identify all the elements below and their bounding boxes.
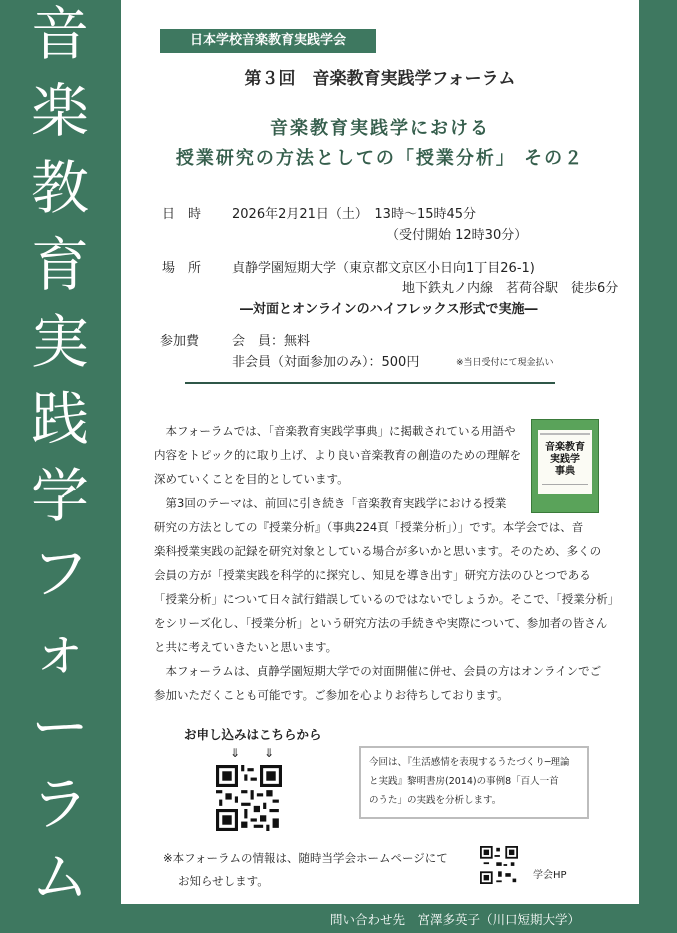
book-title-line3: 事典: [555, 466, 575, 477]
side-title-char: 実: [30, 308, 89, 376]
fee-note: ※当日受付にて現金払い: [456, 358, 554, 368]
reception-time: （受付開始 12時30分）: [386, 228, 528, 243]
side-title-char: 教: [30, 154, 89, 222]
side-title-char: ム: [30, 843, 89, 911]
fee-nonmember: 非会員（対面参加のみ）：500円: [232, 355, 420, 370]
organizer-badge: 日本学校音楽教育実践学会: [160, 29, 376, 53]
body-line: 本フォーラムでは、「音楽教育実践学事典」に掲載されている用語や: [154, 424, 516, 438]
body-line: をシリーズ化し、「授業分析」という研究方法の手続きや実際について、参加者の皆さん: [154, 616, 608, 630]
book-decor-line: [542, 484, 588, 485]
vertical-title: [0, 0, 120, 933]
theme-title-line1: 音楽教育実践学における: [270, 118, 490, 139]
body-line: 研究の方法としての『授業分析』（事典224頁「授業分析」）」です。本学会では、音: [154, 520, 584, 534]
side-title-char: フ: [30, 539, 89, 607]
date-label: 日 時: [162, 207, 202, 222]
side-title-char: 践: [30, 385, 89, 453]
body-line: 「授業分析」について日々試行錯誤しているのではないでしょうか。そこで、「授業分析」: [154, 592, 620, 606]
divider: [185, 382, 555, 384]
body-line: 参加いただくことも可能です。ご参加を心よりお待ちしております。: [154, 688, 509, 702]
info-line2: お知らせします。: [178, 874, 269, 888]
book-title-line1: 音楽教育: [545, 442, 585, 453]
body-line: 楽科授業実践の記録を研究対象としている場合が多いかと思います。そのため、多くの: [154, 544, 602, 558]
website-qr-code[interactable]: [480, 846, 518, 884]
book-subtitle-bar: [540, 433, 590, 435]
contact-info: 問い合わせ先 宮澤多英子（川口短期大学）: [330, 912, 581, 927]
note-line: 今回は、『生活感情を表現するうたづくり─理論: [369, 757, 570, 768]
place-value: 貞静学園短期大学（東京都文京区小日向1丁目26-1): [232, 261, 535, 276]
website-label: 学会HP: [533, 870, 567, 881]
body-line: 本フォーラムは、貞静学園短期大学での対面開催に併せ、会員の方はオンラインでご: [154, 664, 602, 678]
info-line1: ※本フォーラムの情報は、随時当学会ホームページにて: [163, 851, 448, 865]
side-title-char: ォ: [30, 616, 89, 684]
forum-title: 第３回 音楽教育実践学フォーラム: [244, 69, 516, 89]
side-title-char: 育: [30, 231, 89, 299]
book-cover-image: [531, 419, 599, 513]
side-title-char: 学: [30, 462, 89, 530]
date-value: 2026年2月21日（土） 13時～15時45分: [232, 207, 477, 222]
application-qr-code[interactable]: [216, 765, 282, 831]
side-title-char: ラ: [30, 770, 89, 838]
side-title-char: ー: [30, 693, 89, 761]
side-title-char: 音: [30, 0, 89, 68]
place-label: 場 所: [162, 261, 202, 276]
case-note-box: [359, 746, 589, 819]
theme-title-line2: 授業研究の方法としての「授業分析」 その２: [175, 148, 585, 169]
hybrid-format: ―対面とオンラインのハイフレックス形式で実施―: [240, 302, 538, 317]
side-title-char: 楽: [30, 77, 89, 145]
arrow-icons: ⇓ ⇓: [230, 746, 275, 760]
note-line: と実践』黎明書房(2014)の事例8「百人一首: [369, 776, 559, 787]
apply-label: お申し込みはこちらから: [184, 727, 322, 742]
body-line: 内容をトピック的に取り上げ、より良い音楽教育の創造のための理解を: [154, 448, 522, 462]
body-line: 第3回のテーマは、前回に引き続き「音楽教育実践学における授業: [154, 496, 507, 510]
fee-member: 会 員：無料: [232, 334, 311, 349]
body-line: 会員の方が「授業実践を科学的に探究し、知見を導き出す」研究方法のひとつである: [154, 568, 591, 582]
body-line: と共に考えていきたいと思います。: [154, 640, 338, 654]
book-title-line2: 実践学: [550, 454, 580, 465]
note-line: のうた」の実践を分析します。: [369, 795, 502, 806]
fee-label: 参加費: [160, 334, 200, 349]
access-info: 地下鉄丸ノ内線 茗荷谷駅 徒歩6分: [402, 281, 619, 296]
body-line: 深めていくことを目的としています。: [154, 472, 349, 486]
